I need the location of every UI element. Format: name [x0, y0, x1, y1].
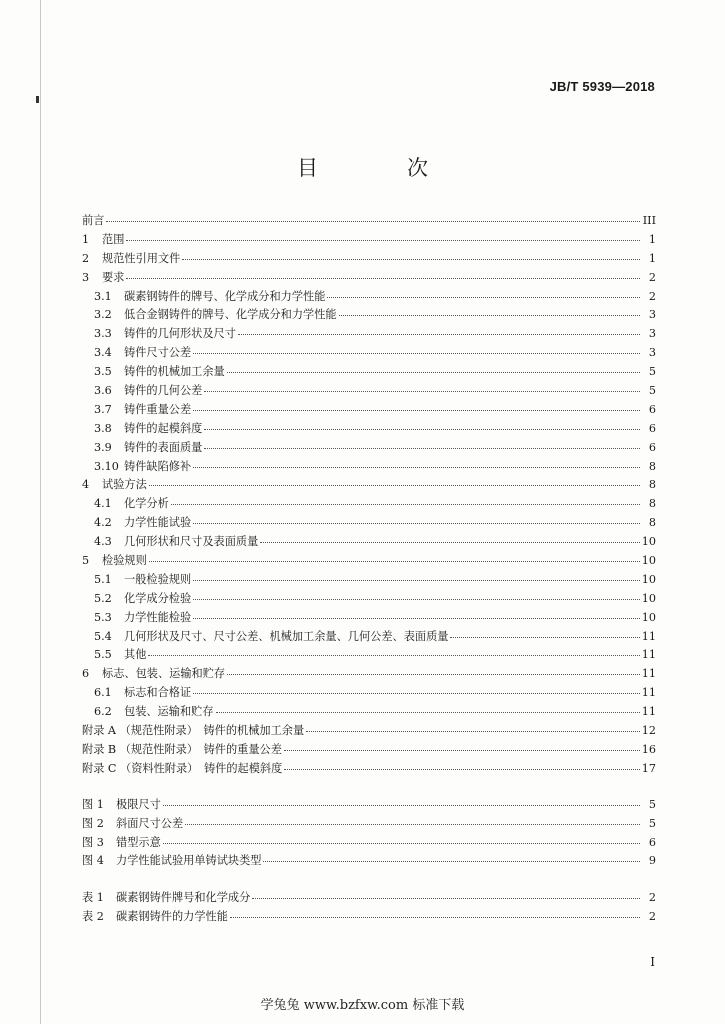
entry-label: 力学性能试验 — [124, 516, 192, 530]
entry-page-number: 10 — [641, 572, 656, 586]
toc-entry[interactable] — [82, 571, 656, 590]
leader-dots — [149, 560, 640, 562]
entry-page-number: III — [642, 214, 656, 227]
section-gap — [82, 779, 656, 796]
leader-dots — [182, 258, 640, 260]
entry-number: 6 — [82, 667, 90, 681]
leader-dots — [193, 692, 640, 694]
toc-entry[interactable] — [82, 382, 656, 401]
leader-dots — [193, 409, 640, 411]
entry-number: 3.2 — [94, 308, 112, 322]
leader-dots — [306, 730, 640, 732]
entry-label: 极限尺寸 — [116, 797, 161, 811]
entry-page-number: 11 — [641, 648, 656, 662]
toc-entry[interactable] — [82, 703, 656, 722]
entry-label: 附录 B （规范性附录） 铸件的重量公差 — [82, 742, 282, 756]
entry-label: 试验方法 — [102, 478, 147, 492]
entry-label: 要求 — [102, 270, 125, 284]
entry-number: 3.4 — [94, 346, 112, 360]
entry-label: 铸件尺寸公差 — [124, 346, 192, 360]
toc-entry[interactable] — [82, 514, 656, 533]
entry-page-number: 6 — [648, 421, 656, 435]
leader-dots — [204, 390, 640, 392]
entry-page-number: 3 — [648, 308, 656, 322]
page-title: 目 次 — [297, 156, 462, 180]
entry-page-number: 8 — [648, 497, 656, 511]
entry-page-number: 1 — [648, 232, 656, 246]
section-gap — [82, 871, 656, 889]
entry-page-number: 6 — [648, 402, 656, 416]
leader-dots — [193, 522, 640, 524]
entry-number: 5.5 — [94, 648, 112, 662]
entry-page-number: 16 — [641, 742, 656, 756]
entry-page-number: 12 — [641, 724, 656, 738]
leader-dots — [171, 503, 640, 505]
toc-entry[interactable] — [82, 609, 656, 628]
entry-page-number: 8 — [648, 516, 656, 530]
page-number: I — [650, 955, 655, 969]
entry-number: 4.1 — [94, 497, 112, 511]
leader-dots — [204, 447, 640, 449]
leader-dots — [193, 579, 640, 581]
leader-dots — [126, 239, 640, 241]
entry-number: 3.5 — [94, 365, 112, 379]
toc-entry[interactable] — [82, 306, 656, 325]
entry-page-number: 1 — [648, 251, 656, 265]
entry-label: 范围 — [102, 232, 125, 246]
leader-dots — [227, 371, 640, 373]
entry-label: 附录 C （资料性附录） 铸件的起模斜度 — [82, 761, 283, 775]
entry-page-number: 10 — [641, 591, 656, 605]
entry-number: 3.3 — [94, 327, 112, 341]
entry-label: 化学成分检验 — [124, 591, 192, 605]
leader-dots — [185, 823, 640, 825]
figure-entry[interactable] — [82, 852, 656, 871]
toc-entry[interactable] — [82, 590, 656, 609]
leader-dots — [193, 352, 640, 354]
toc-entry[interactable] — [82, 552, 656, 571]
entry-page-number: 17 — [641, 761, 656, 775]
entry-number: 3.8 — [94, 421, 112, 435]
table-entry[interactable] — [82, 908, 656, 927]
entry-label: 力学性能试验用单铸试块类型 — [116, 854, 262, 868]
leader-dots — [193, 598, 640, 600]
entry-page-number: 10 — [641, 535, 656, 549]
entry-label: 铸件重量公差 — [124, 402, 192, 416]
leader-dots — [216, 711, 640, 713]
toc-entry[interactable] — [82, 495, 656, 514]
leader-dots — [327, 296, 640, 298]
toc-entry[interactable] — [82, 250, 656, 269]
toc-entry[interactable] — [82, 722, 656, 741]
leader-dots — [193, 466, 640, 468]
leader-dots — [339, 314, 640, 316]
entry-number: 3 — [82, 270, 90, 284]
entry-page-number: 6 — [648, 440, 656, 454]
entry-page-number: 2 — [648, 910, 656, 924]
entry-label: 铸件缺陷修补 — [124, 459, 192, 473]
entry-page-number: 5 — [648, 797, 656, 811]
entry-number: 2 — [82, 251, 90, 265]
toc-entry[interactable] — [82, 212, 656, 231]
entry-label: 力学性能检验 — [124, 610, 192, 624]
entry-label: 铸件的机械加工余量 — [124, 365, 225, 379]
entry-page-number: 11 — [641, 686, 656, 700]
leader-dots — [284, 749, 640, 751]
entry-page-number: 6 — [648, 835, 656, 849]
entry-number: 图 3 — [82, 835, 104, 849]
entry-number: 图 1 — [82, 797, 104, 811]
entry-page-number: 5 — [648, 384, 656, 398]
entry-page-number: 3 — [648, 327, 656, 341]
table-of-contents — [82, 212, 656, 927]
entry-page-number: 2 — [648, 891, 656, 905]
figure-entry[interactable] — [82, 834, 656, 853]
leader-dots — [204, 428, 640, 430]
toc-entry[interactable] — [82, 325, 656, 344]
entry-page-number: 10 — [641, 554, 656, 568]
entry-page-number: 11 — [641, 667, 656, 681]
leader-dots — [450, 636, 639, 638]
toc-entry[interactable] — [82, 344, 656, 363]
figure-entry[interactable] — [82, 796, 656, 815]
entry-number: 5.4 — [94, 629, 112, 643]
table-entry[interactable] — [82, 889, 656, 908]
toc-entry[interactable] — [82, 439, 656, 458]
entry-label: 几何形状及尺寸、尺寸公差、机械加工余量、几何公差、表面质量 — [124, 629, 449, 643]
toc-entry[interactable] — [82, 646, 656, 665]
toc-entry[interactable] — [82, 231, 656, 250]
toc-entry[interactable] — [82, 401, 656, 420]
standard-number: JB/T 5939—2018 — [549, 79, 655, 94]
toc-entry[interactable] — [82, 269, 656, 288]
leader-dots — [149, 484, 640, 486]
entry-page-number: 11 — [641, 629, 656, 643]
binding-mark — [36, 96, 39, 103]
entry-label: 低合金钢铸件的牌号、化学成分和力学性能 — [124, 308, 337, 322]
entry-label: 标志、包装、运输和贮存 — [102, 667, 226, 681]
entry-number: 3.6 — [94, 384, 112, 398]
entry-number: 5.3 — [94, 610, 112, 624]
watermark-text: 学兔兔 www.bzfxw.com 标准下载 — [260, 998, 465, 1013]
toc-entry[interactable] — [82, 760, 656, 779]
entry-number: 6.1 — [94, 686, 112, 700]
toc-entry[interactable] — [82, 628, 656, 647]
leader-dots — [148, 654, 639, 656]
entry-label: 斜面尺寸公差 — [116, 816, 184, 830]
leader-dots — [252, 897, 640, 899]
entry-page-number: 10 — [641, 610, 656, 624]
entry-label: 前言 — [82, 214, 105, 227]
entry-number: 4.2 — [94, 516, 112, 530]
leader-dots — [106, 220, 640, 222]
entry-number: 3.1 — [94, 289, 112, 303]
entry-number: 4.3 — [94, 535, 112, 549]
entry-number: 图 2 — [82, 816, 104, 830]
entry-page-number: 8 — [648, 478, 656, 492]
entry-number: 图 4 — [82, 854, 104, 868]
toc-entry[interactable] — [82, 476, 656, 495]
entry-number: 表 1 — [82, 891, 104, 905]
entry-label: 一般检验规则 — [124, 572, 192, 586]
entry-number: 6.2 — [94, 705, 112, 719]
entry-number: 1 — [82, 232, 90, 246]
toc-entry[interactable] — [82, 363, 656, 382]
entry-label: 铸件的表面质量 — [124, 440, 203, 454]
leader-dots — [126, 277, 640, 279]
entry-label: 标志和合格证 — [124, 686, 192, 700]
entry-label: 碳素钢铸件的牌号、化学成分和力学性能 — [124, 289, 326, 303]
toc-entry[interactable] — [82, 420, 656, 439]
toc-entry[interactable] — [82, 741, 656, 760]
entry-number: 5 — [82, 554, 90, 568]
leader-dots — [227, 673, 640, 675]
entry-page-number: 3 — [648, 346, 656, 360]
entry-label: 铸件的几何公差 — [124, 384, 203, 398]
leader-dots — [163, 842, 640, 844]
entry-number: 4 — [82, 478, 90, 492]
toc-entry[interactable] — [82, 684, 656, 703]
entry-page-number: 2 — [648, 289, 656, 303]
entry-label: 碳素钢铸件的力学性能 — [116, 910, 228, 924]
figure-entry[interactable] — [82, 815, 656, 834]
entry-page-number: 5 — [648, 365, 656, 379]
toc-entry[interactable] — [82, 458, 656, 477]
entry-page-number: 5 — [648, 816, 656, 830]
entry-label: 碳素钢铸件牌号和化学成分 — [116, 891, 251, 905]
leader-dots — [230, 916, 640, 918]
entry-label: 铸件的起模斜度 — [124, 421, 203, 435]
leader-dots — [260, 541, 639, 543]
leader-dots — [284, 768, 639, 770]
entry-number: 3.9 — [94, 440, 112, 454]
entry-number: 5.2 — [94, 591, 112, 605]
entry-page-number: 9 — [648, 854, 656, 868]
entry-label: 化学分析 — [124, 497, 169, 511]
toc-entry[interactable] — [82, 288, 656, 307]
entry-number: 3.7 — [94, 402, 112, 416]
leader-dots — [263, 860, 640, 862]
entry-number: 5.1 — [94, 572, 112, 586]
entry-label: 包装、运输和贮存 — [124, 705, 214, 719]
toc-entry[interactable] — [82, 533, 656, 552]
entry-label: 铸件的几何形状及尺寸 — [124, 327, 236, 341]
entry-page-number: 11 — [641, 705, 656, 719]
entry-label: 附录 A （规范性附录） 铸件的机械加工余量 — [82, 724, 305, 738]
leader-dots — [193, 617, 640, 619]
entry-number: 3.10 — [94, 459, 119, 473]
entry-page-number: 8 — [648, 459, 656, 473]
entry-label: 几何形状和尺寸及表面质量 — [124, 535, 259, 549]
entry-number: 表 2 — [82, 910, 104, 924]
entry-page-number: 2 — [648, 270, 656, 284]
entry-label: 检验规则 — [102, 554, 147, 568]
leader-dots — [163, 804, 640, 806]
leader-dots — [238, 333, 640, 335]
entry-label: 规范性引用文件 — [102, 251, 181, 265]
toc-entry[interactable] — [82, 665, 656, 684]
entry-label: 其他 — [124, 648, 147, 662]
entry-label: 错型示意 — [116, 835, 161, 849]
